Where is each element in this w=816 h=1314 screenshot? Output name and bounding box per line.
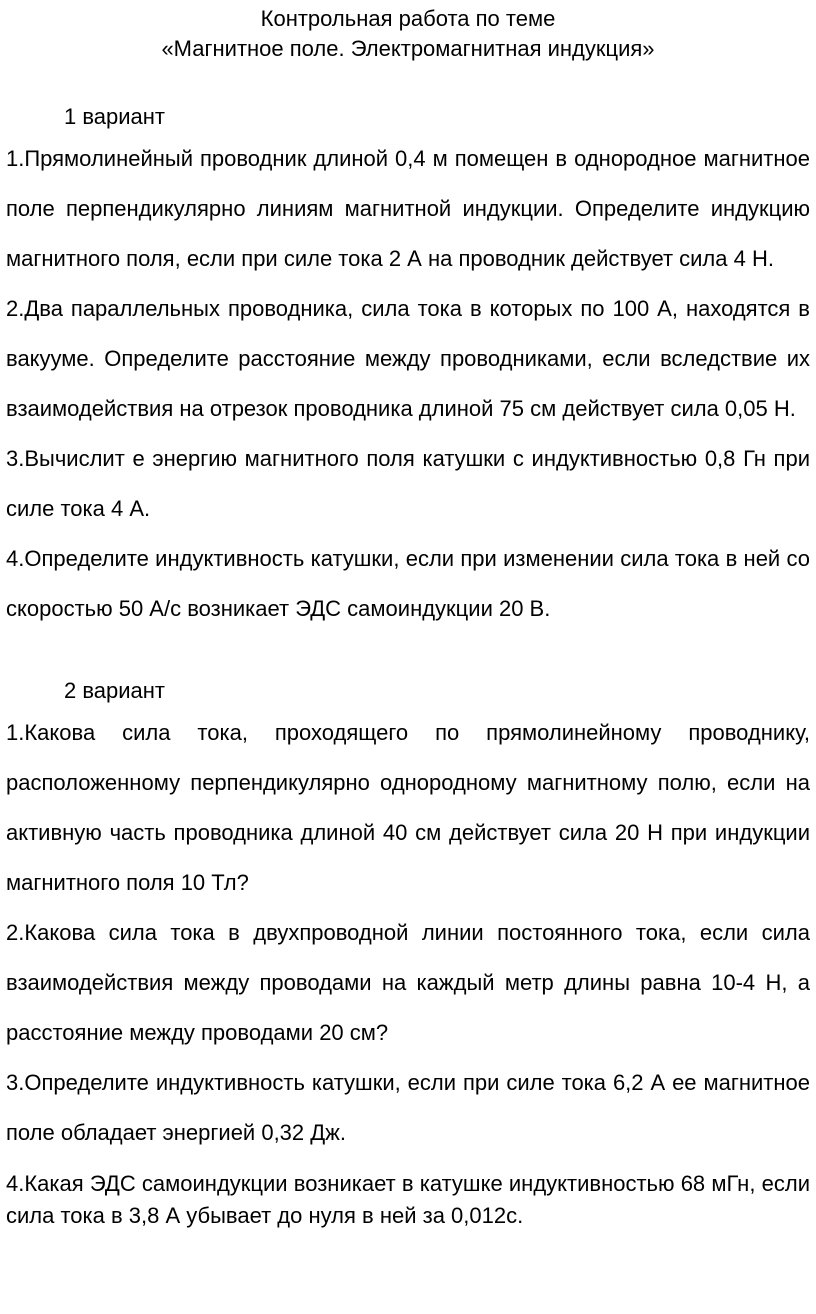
variant1-task-3: 3.Вычислит е энергию магнитного поля катушки с индуктивностью 0,8 Гн при силе тока 4 А. [6, 446, 810, 521]
document-title-line2: «Магнитное поле. Электромагнитная индукция» [161, 36, 655, 61]
variant2-task-3: 3.Определите индуктивность катушки, если при силе тока 6,2 А ее магнитное поле обладает энергией 0,32 Дж. [6, 1070, 810, 1145]
variant1-task-1: 1.Прямолинейный проводник длиной 0,4 м помещен в однородное магнитное поле перпендикулярно линиям магнитной индукции. Определите индукцию магнитного поля, если при силе тока 2 А на проводник действует сила 4 Н. [6, 146, 810, 271]
variant2-task-1: 1.Какова сила тока, проходящего по прямолинейному проводнику, расположенному перпендикулярно однородному магнитному полю, если на активную часть проводника длиной 40 см действует сила 20 Н при индукции магнитного поля 10 Тл? [6, 720, 810, 895]
variant2-heading: 2 вариант [64, 678, 166, 703]
variant2-task-2: 2.Какова сила тока в двухпроводной линии постоянного тока, если сила взаимодействия между проводами на каждый метр длины равна 10-4 Н, а расстояние между проводами 20 см? [6, 920, 810, 1045]
variant1-task-2: 2.Два параллельных проводника, сила тока в которых по 100 А, находятся в вакууме. Определите расстояние между проводниками, если вследствие их взаимодействия на отрезок проводника длиной 75 см действует сила 0,05 Н. [6, 296, 810, 421]
variant1-heading: 1 вариант [64, 104, 166, 129]
variant1-task-4: 4.Определите индуктивность катушки, если при изменении сила тока в ней со скоростью 50 А/с возникает ЭДС самоиндукции 20 В. [6, 546, 810, 621]
document-title-line1: Контрольная работа по теме [260, 6, 556, 31]
variant2-task-4: 4.Какая ЭДС самоиндукции возникает в катушке индуктивностью 68 мГн, если сила тока в 3,8 А убывает до нуля в ней за 0,012с. [6, 1171, 810, 1228]
